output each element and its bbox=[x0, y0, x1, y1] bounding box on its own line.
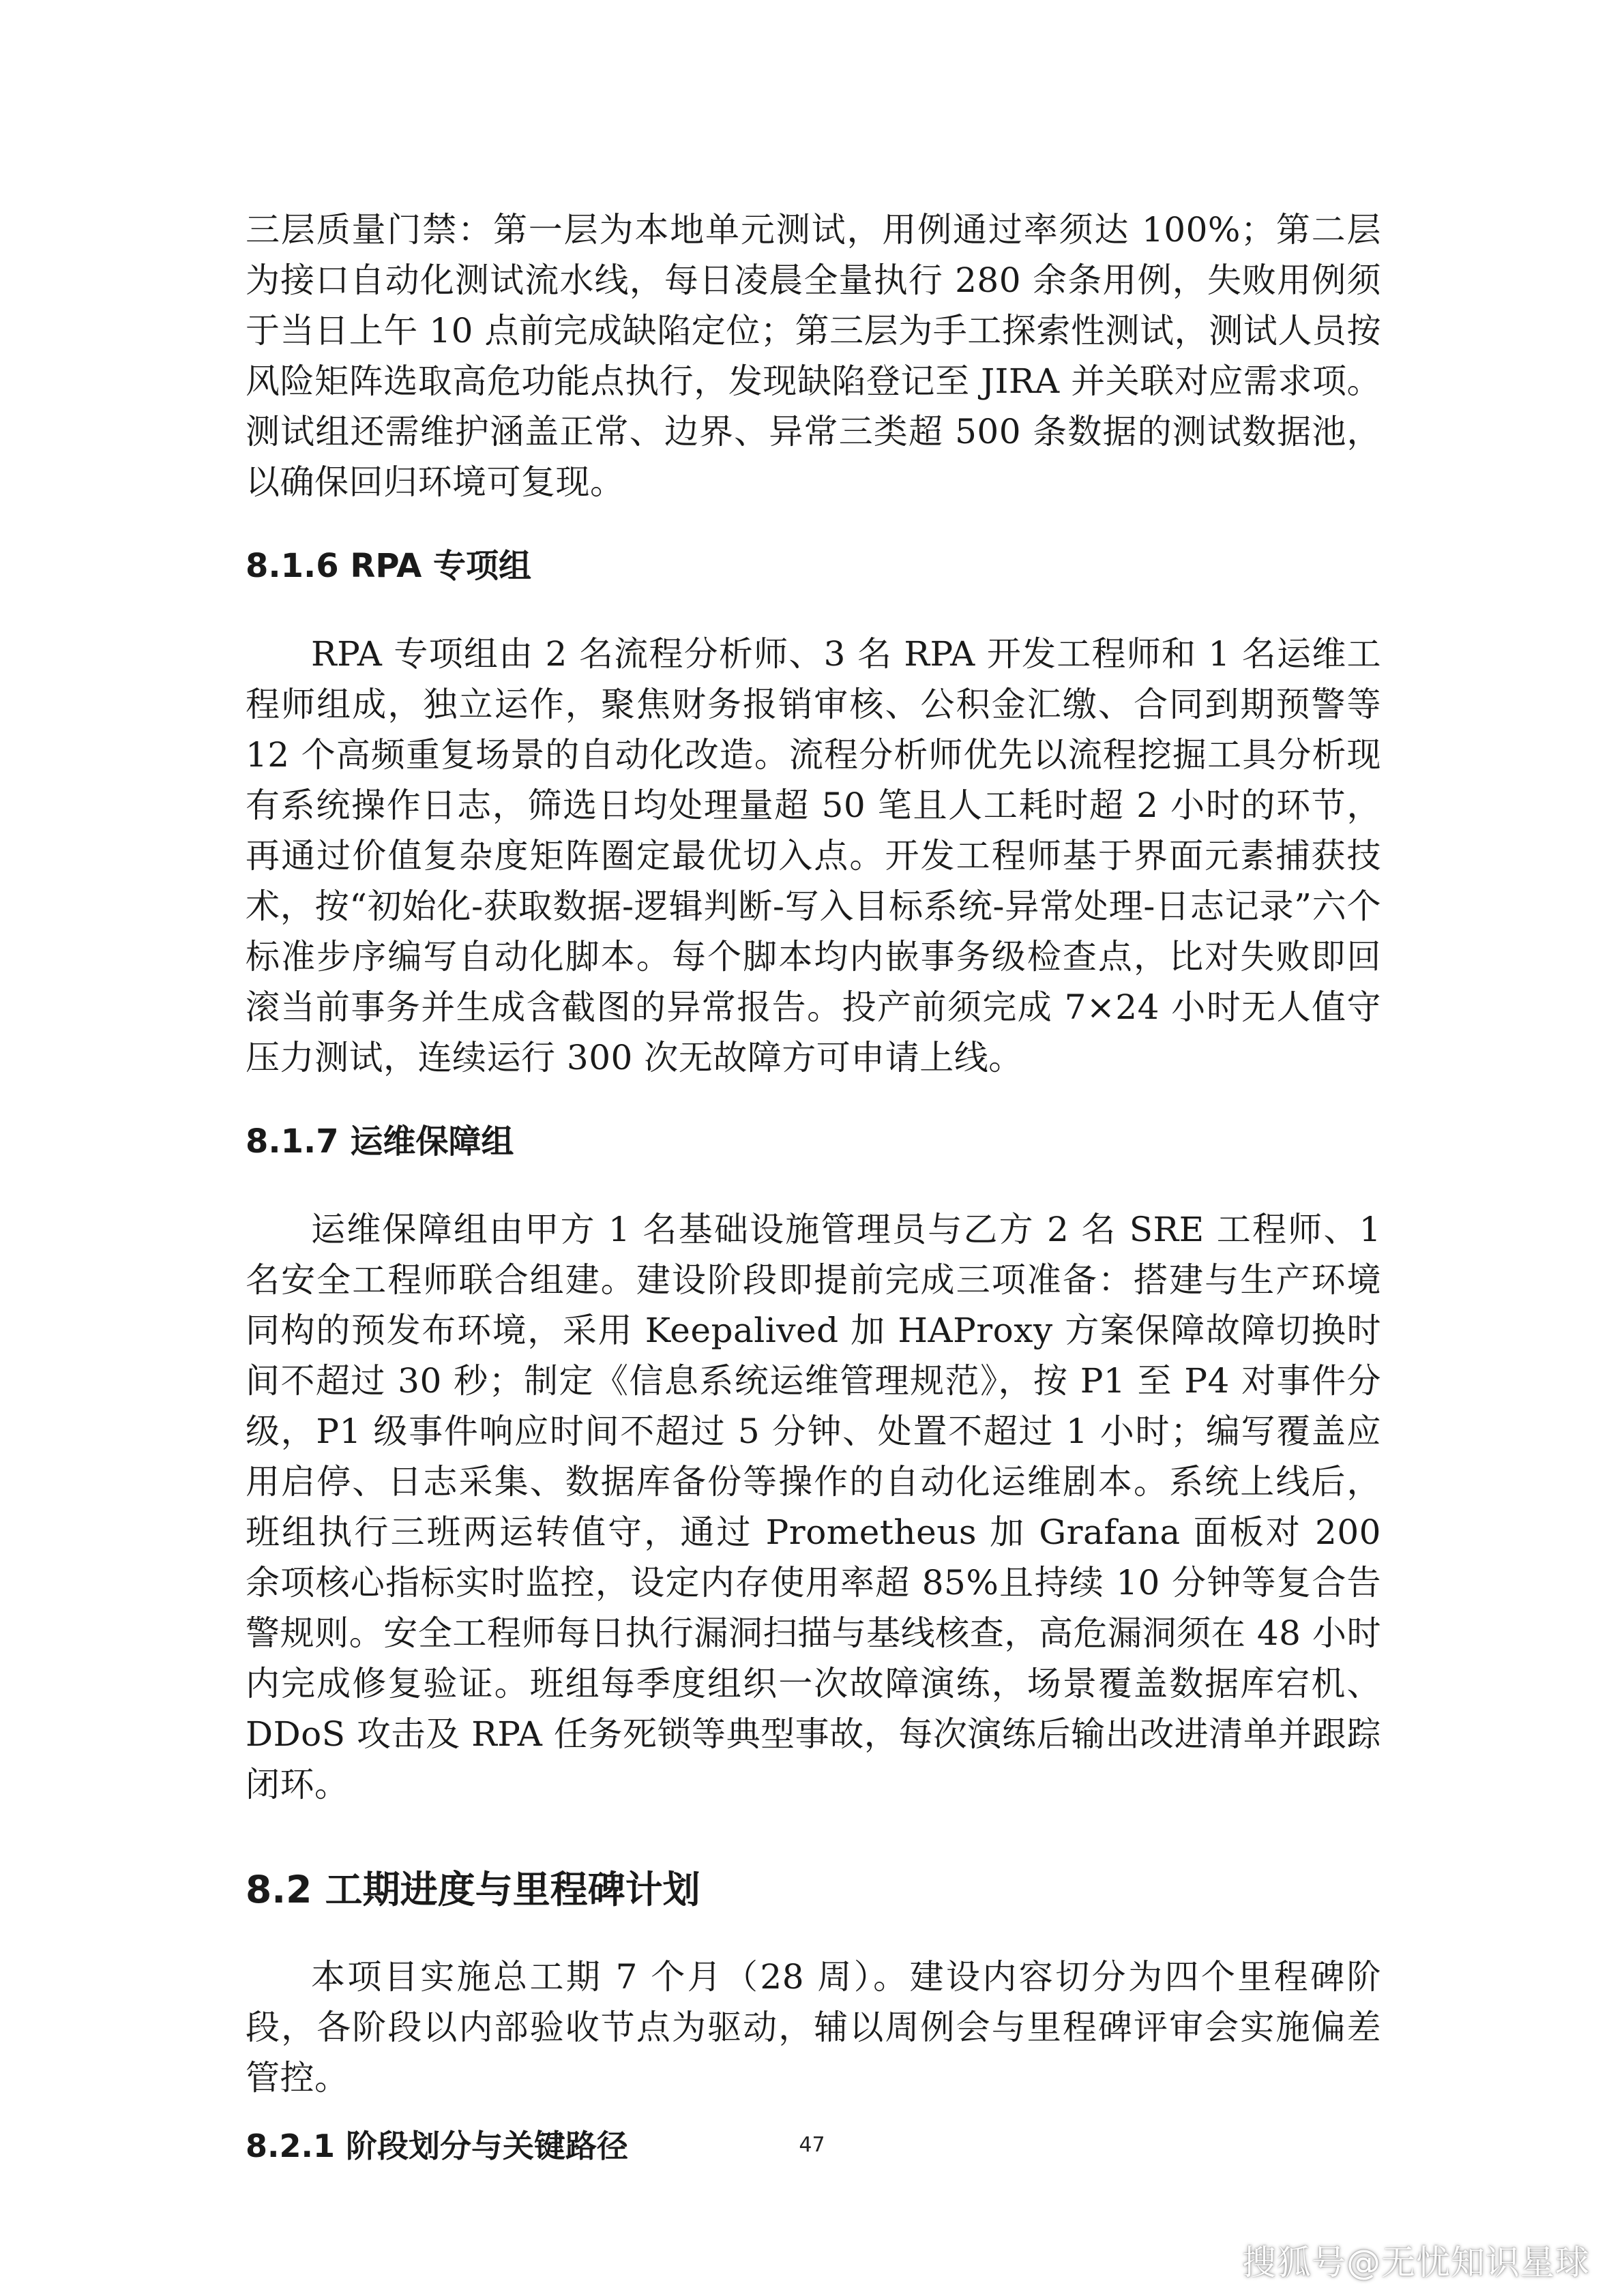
watermark: 搜狐号@无忧知识星球 bbox=[1242, 2243, 1590, 2282]
page-number: 47 bbox=[799, 2133, 825, 2157]
heading-8-1-7: 8.1.7 运维保障组 bbox=[246, 1122, 514, 1161]
paragraph-quality-gates: 三层质量门禁：第一层为本地单元测试，用例通过率须达 100%；第二层为接口自动化测试流水线，每日凌晨全量执行 280 余条用例，失败用例须于当日上午 10 点前完成缺陷定位；第三层为手工探索性测试，测试人员按风险矩阵选取高危功能点执行，发现缺陷登记至 JIRA 并关联对应需求项。测试组还需维护涵盖正常、边界、异常三类超 500 条数据的测试数据池，以确保回归环境可复现。 bbox=[246, 210, 1381, 502]
paragraph-schedule: 本项目实施总工期 7 个月（28 周）。建设内容切分为四个里程碑阶段，各阶段以内部验收节点为驱动，辅以周例会与里程碑评审会实施偏差管控。 bbox=[246, 1957, 1381, 2098]
paragraph-rpa-team: RPA 专项组由 2 名流程分析师、3 名 RPA 开发工程师和 1 名运维工程师组成，独立运作，聚焦财务报销审核、公积金汇缴、合同到期预警等 12 个高频重复场景的自动化改造。流程分析师优先以流程挖掘工具分析现有系统操作日志，筛选日均处理量超 50 笔且人工耗时超 2 小时的环节，再通过价值复杂度矩阵圈定最优切入点。开发工程师基于界面元素捕获技术，按“初始化-获取数据-逻辑判断-写入目标系统-异常处理-日志记录”六个标准步序编写自动化脚本。每个脚本均内嵌事务级检查点，比对失败即回滚当前事务并生成含截图的异常报告。投产前须完成 7×24 小时无人值守压力测试，连续运行 300 次无故障方可申请上线。 bbox=[246, 634, 1381, 1077]
heading-8-2: 8.2 工期进度与里程碑计划 bbox=[246, 1868, 700, 1911]
paragraph-ops-team: 运维保障组由甲方 1 名基础设施管理员与乙方 2 名 SRE 工程师、1 名安全工程师联合组建。建设阶段即提前完成三项准备：搭建与生产环境同构的预发布环境，采用 Keepalived 加 HAProxy 方案保障故障切换时间不超过 30 秒；制定《信息系统运维管理规范》，按 P1 至 P4 对事件分级，P1 级事件响应时间不超过 5 分钟、处置不超过 1 小时；编写覆盖应用启停、日志采集、数据库备份等操作的自动化运维剧本。系统上线后，班组执行三班两运转值守，通过 Prometheus 加 Grafana 面板对 200 余项核心指标实时监控，设定内存使用率超 85%且持续 10 分钟等复合告警规则。安全工程师每日执行漏洞扫描与基线核查，高危漏洞须在 48 小时内完成修复验证。班组每季度组织一次故障演练，场景覆盖数据库宕机、DDoS 攻击及 RPA 任务死锁等典型事故，每次演练后输出改进清单并跟踪闭环。 bbox=[246, 1210, 1381, 1804]
heading-8-1-6: 8.1.6 RPA 专项组 bbox=[246, 547, 531, 585]
heading-8-2-1: 8.2.1 阶段划分与关键路径 bbox=[246, 2128, 628, 2164]
document-page bbox=[246, 205, 1381, 2166]
